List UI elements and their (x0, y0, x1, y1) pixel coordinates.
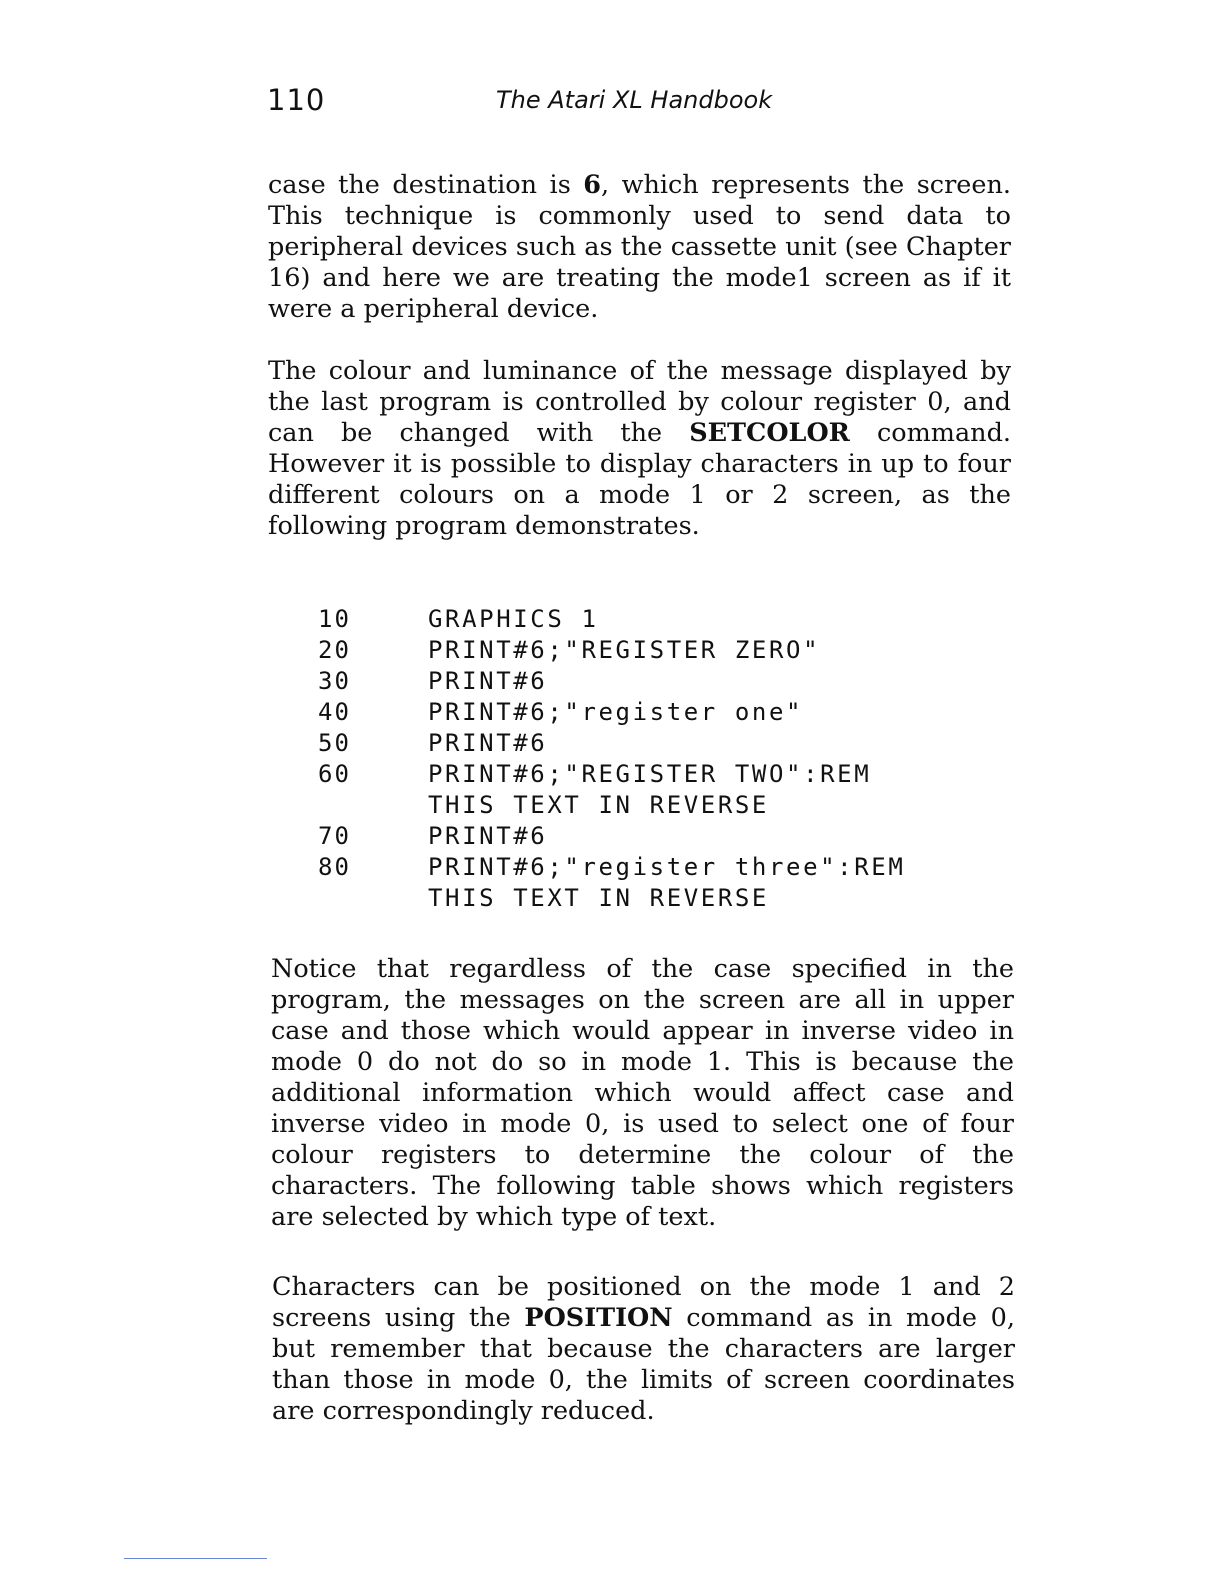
line-number: 70 (318, 822, 351, 850)
paragraph-text: command. However it is possible to display characters in up to four different colours on a mode 1 or 2 screen, as the following program demonstrates. (268, 418, 1012, 541)
page-number: 110 (267, 83, 326, 117)
paragraph-text: Characters can be positioned on the mode 1 and 2 screens using the (272, 1272, 1015, 1333)
line-number: 60 (318, 760, 351, 788)
code-statement: PRINT#6;"register three":REM (428, 853, 906, 881)
footer-rule (124, 1558, 267, 1559)
line-number (318, 790, 428, 821)
code-statement: PRINT#6;"register one" (428, 698, 804, 726)
line-number: 20 (318, 636, 351, 664)
code-statement: PRINT#6 (428, 822, 548, 850)
code-line (318, 728, 998, 759)
code-statement: GRAPHICS 1 (428, 605, 599, 633)
line-number: 10 (318, 605, 351, 633)
bold-term-setcolor: SETCOLOR (689, 418, 850, 448)
code-line-continuation (318, 790, 998, 821)
page-header (267, 80, 1012, 120)
code-statement: PRINT#6;"REGISTER TWO":REM (428, 760, 872, 788)
bold-term-position: POSITION (524, 1303, 673, 1333)
code-line (318, 759, 998, 790)
code-statement: PRINT#6 (428, 667, 548, 695)
code-line (318, 697, 998, 728)
paragraph-text: , which represents the screen. This technique is commonly used to send data to peripheral devices such as the cassette unit (see Chapter 16) and here we are treating the mode1 screen as if it were a peripheral device. (268, 170, 1011, 324)
code-line (318, 852, 998, 883)
code-statement: THIS TEXT IN REVERSE (428, 791, 769, 819)
code-statement: PRINT#6 (428, 729, 548, 757)
code-statement: PRINT#6;"REGISTER ZERO" (428, 636, 821, 664)
code-listing (318, 604, 998, 914)
code-line (318, 604, 998, 635)
code-statement: THIS TEXT IN REVERSE (428, 884, 769, 912)
line-number: 40 (318, 698, 351, 726)
paragraph-destination (268, 170, 1011, 325)
code-line (318, 635, 998, 666)
paragraph-text: command as in mode 0, but remember that because the characters are larger than those in mode 0, the limits of screen coordinates are correspondingly reduced. (272, 1303, 1015, 1426)
code-line-continuation (318, 883, 998, 914)
running-title: The Atari XL Handbook (496, 86, 773, 114)
line-number: 80 (318, 853, 351, 881)
code-line (318, 821, 998, 852)
line-number (318, 883, 428, 914)
paragraph-colour-luminance (268, 356, 1011, 542)
paragraph-text: The colour and luminance of the message displayed by the last program is controlled by colour register 0, and can be changed with the (268, 356, 1011, 448)
paragraph-position (272, 1272, 1015, 1427)
line-number: 30 (318, 667, 351, 695)
paragraph-notice (271, 954, 1014, 1233)
code-line (318, 666, 998, 697)
line-number: 50 (318, 729, 351, 757)
paragraph-text: Notice that regardless of the case specified in the program, the messages on the screen are all in upper case and those which would appear in inverse video in mode 0 do not do so in mode 1. This is because the additional information which would affect case and inverse video in mode 0, is used to select one of four colour registers to determine the colour of the characters. The following table shows which registers are selected by which type of text. (271, 954, 1014, 1232)
bold-term-6: 6 (583, 170, 602, 200)
paragraph-text: case the destination is (268, 170, 584, 200)
